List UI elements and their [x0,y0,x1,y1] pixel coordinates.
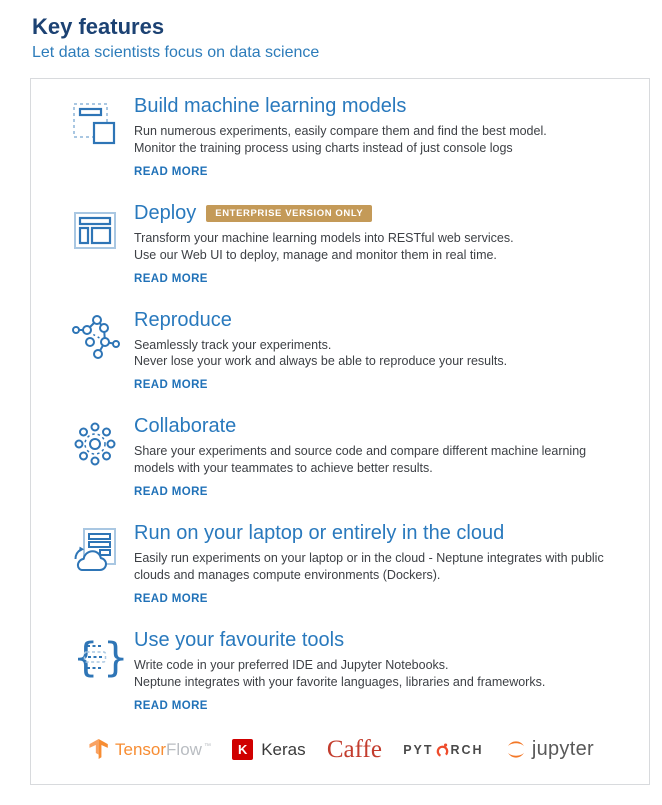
feature-description: Share your experiments and source code and compare different machine learning models with your teammates to achieve better results. [134,444,587,476]
feature-title: Reproduce [134,308,232,331]
trademark-symbol: ™ [203,743,211,751]
pytorch-flame-icon [435,742,450,758]
feature-title: Run on your laptop or entirely in the cloud [134,522,505,544]
deploy-window-icon [71,202,134,287]
page-subtitle: Let data scientists focus on data science [32,44,320,61]
keras-wordmark: Keras [261,739,306,759]
feature-build-models [71,95,619,180]
feature-description: Seamlessly track your experiments. Never lose your work and always be able to reproduce your results. [134,337,508,369]
feature-deploy [71,202,619,287]
collaborate-network-icon [71,415,134,500]
jupyter-logo [505,738,594,761]
read-more-link[interactable]: READ MORE [134,486,208,498]
enterprise-badge: ENTERPRISE VERSION ONLY [206,205,372,222]
keras-k-icon: K [232,739,253,760]
read-more-link[interactable]: READ MORE [134,272,208,285]
svg-text:}: } [103,634,129,681]
feature-favourite-tools [71,629,619,714]
svg-text:{: { [73,634,99,681]
feature-run-anywhere [71,522,619,607]
feature-description: Run numerous experiments, easily compare them and find the best model. Monitor the training process using charts instead of just console logs [134,124,547,155]
cloud-sync-icon [71,522,134,607]
feature-title: Use your favourite tools [134,628,345,651]
experiments-icon [71,95,134,180]
pytorch-logo: PYT RCH [403,742,484,757]
feature-description: Write code in your preferred IDE and Jupyter Notebooks. Neptune integrates with your favorite languages, libraries and frameworks. [134,657,546,689]
read-more-link[interactable]: READ MORE [134,699,208,712]
feature-reproduce [71,309,619,394]
feature-description: Transform your machine learning models into RESTful web services. Use our Web UI to deploy, manage and monitor them in real time. [134,230,514,262]
features-panel [30,78,650,785]
caffe-wordmark: Caffe [326,735,382,763]
feature-description: Easily run experiments on your laptop or in the cloud - Neptune integrates with public clouds and manages compute environments (Dockers). [134,551,604,582]
jupyter-moons-icon [505,741,527,758]
code-braces-icon [71,629,134,714]
read-more-link[interactable]: READ MORE [134,592,208,605]
framework-logos-row [89,736,594,764]
feature-title: Deploy ENTERPRISE VERSION ONLY [134,202,619,224]
jupyter-wordmark: jupyter [531,738,594,760]
caffe-logo [327,736,382,764]
keras-logo [232,739,305,760]
read-more-link[interactable]: READ MORE [134,165,208,178]
tensorflow-icon [89,738,110,761]
feature-title: Build machine learning models [134,95,407,117]
graph-network-icon [71,309,134,394]
tensorflow-wordmark: TensorFlow ™ [115,739,211,759]
tensorflow-logo [89,738,211,761]
page-title: Key features [32,14,165,39]
feature-collaborate [71,415,619,500]
feature-title: Collaborate [134,415,237,438]
read-more-link[interactable]: READ MORE [134,379,208,392]
